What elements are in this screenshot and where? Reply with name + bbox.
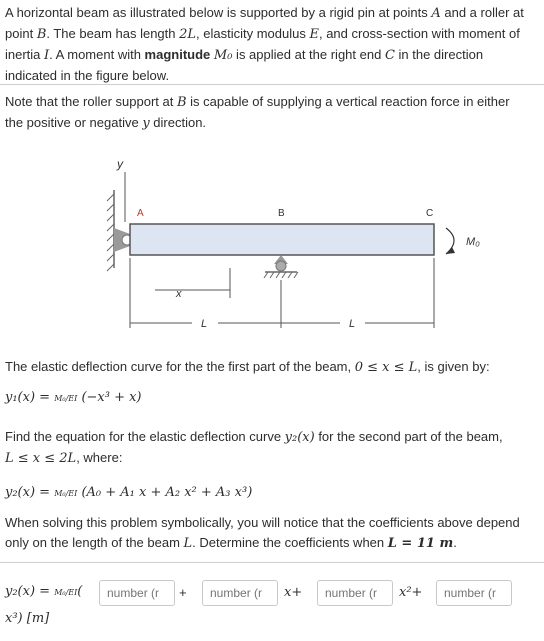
math-M0: M₀: [213, 48, 233, 63]
fraction-M0-EI: M₀/EI: [54, 588, 78, 597]
fraction-M0-EI: M₀/EI: [54, 394, 78, 403]
label-C: C: [426, 208, 434, 219]
text-segment: , and cross-section with moment of: [318, 26, 520, 41]
text-segment: in the direction: [394, 47, 484, 62]
text-segment: , where:: [76, 450, 123, 465]
text-segment: , is given by:: [417, 359, 490, 374]
text-segment: and a roller at: [440, 5, 524, 20]
math-range2: L ≤ x ≤ 2L: [5, 451, 77, 466]
deflection-intro: [5, 357, 537, 378]
math-y2: y₂(x): [284, 430, 315, 445]
text-segment: point: [5, 26, 37, 41]
eq2-lhs: y₂(x) =: [5, 485, 51, 500]
text-segment: A horizontal beam as illustrated below is supported by a rigid pin at points: [5, 5, 432, 20]
math-C: C: [384, 48, 395, 63]
coefficient-A0-input[interactable]: [99, 580, 175, 606]
text-segment: . Determine the coefficients when: [192, 535, 388, 550]
math-2L: 2L: [179, 27, 197, 42]
label-A: A: [137, 208, 144, 219]
text-segment: is applied at the right end: [232, 47, 385, 62]
math-I: I: [44, 48, 50, 63]
y-axis-label: y: [117, 157, 123, 171]
text-segment: for the second part of the beam,: [314, 429, 503, 444]
text-segment: When solving this problem symbolically, you will notice that the coefficients above depend: [5, 515, 520, 530]
math-L: L: [183, 536, 193, 551]
beam-diagram: [0, 150, 544, 350]
text-segment: , elasticity modulus: [196, 26, 310, 41]
math-B: B: [36, 27, 47, 42]
dim-label-L2: L: [349, 318, 356, 330]
label-x: x: [176, 288, 182, 300]
eq1-lhs: y₁(x) =: [5, 390, 51, 405]
text-segment: direction.: [149, 115, 207, 130]
text-segment: Find the equation for the elastic deflection curve: [5, 429, 285, 444]
text-segment: . A moment with: [49, 47, 145, 62]
answer-lhs-text: y₂(x) =: [5, 584, 51, 599]
x-term: x+: [284, 585, 303, 600]
text-segment: is capable of supplying a vertical reaction force in either: [186, 94, 510, 109]
math-range: 0 ≤ x ≤ L: [354, 360, 418, 375]
plus-sign: +: [179, 585, 187, 600]
text-segment: inertia: [5, 47, 45, 62]
answer-divider: [0, 562, 544, 563]
section-divider: [0, 84, 544, 85]
roller-wheel: [276, 261, 286, 271]
equation-y1: [5, 388, 537, 409]
fraction-M0-EI: M₀/EI: [54, 489, 78, 498]
coefficient-A3-input[interactable]: [436, 580, 512, 606]
wall-hatching: [107, 194, 114, 271]
math-B: B: [176, 95, 187, 110]
answer-tail: x³) [m]: [5, 611, 50, 626]
text-segment: the positive or negative: [5, 115, 143, 130]
coefficient-A2-input[interactable]: [317, 580, 393, 606]
math-E: E: [309, 27, 319, 42]
math-y: y: [142, 116, 150, 131]
text-segment: Note that the roller support at: [5, 94, 177, 109]
beam: [130, 224, 434, 255]
roller-hatching: [264, 272, 298, 278]
text-segment: only on the length of the beam: [5, 535, 184, 550]
label-B: B: [278, 208, 285, 219]
bold-magnitude: magnitude: [144, 47, 211, 62]
equation-y2: [5, 483, 537, 504]
dim-label-L1: L: [201, 318, 208, 330]
note-paragraph: [5, 92, 537, 134]
label-M0: M₀: [466, 236, 480, 248]
text-segment: . The beam has length: [46, 26, 180, 41]
x2-term: x²+: [399, 585, 423, 600]
text-segment: indicated in the figure below.: [5, 68, 170, 83]
problem-statement: [5, 3, 537, 86]
answer-lhs: [5, 584, 82, 599]
text-segment: .: [453, 535, 457, 550]
eq2-rhs: (A₀ + A₁ x + A₂ x² + A₃ x³): [81, 485, 253, 500]
math-A: A: [431, 6, 441, 21]
coefficient-A1-input[interactable]: [202, 580, 278, 606]
solve-paragraph: [5, 513, 537, 554]
text-segment: The elastic deflection curve for the the first part of the beam,: [5, 359, 355, 374]
open-paren: (: [77, 584, 83, 599]
moment-arrowhead: [446, 247, 455, 254]
math-L-value: L = 11 m: [387, 536, 454, 551]
find-paragraph: [5, 427, 537, 469]
eq1-rhs: (−x³ + x): [81, 390, 142, 405]
